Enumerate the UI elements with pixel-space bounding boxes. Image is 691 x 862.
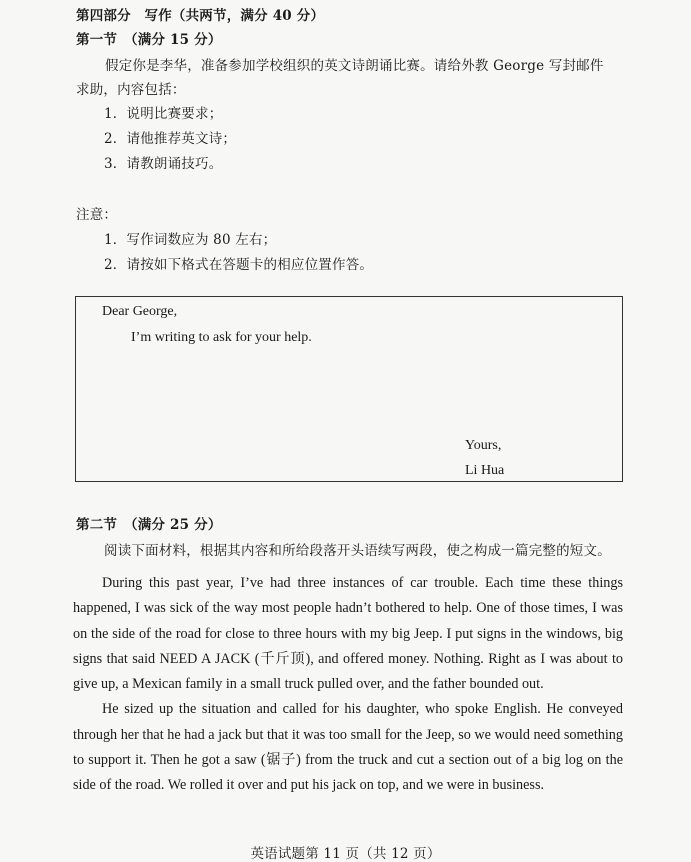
letter-signature: Li Hua xyxy=(465,463,505,478)
prompt-line-2: 求助，内容包括： xyxy=(76,82,186,98)
task-item: 3．请教朗诵技巧。 xyxy=(104,156,223,172)
note-item: 1．写作词数应为 80 左右； xyxy=(104,232,277,248)
section2-instruction: 阅读下面材料，根据其内容和所给段落开头语续写两段，使之构成一篇完整的短文。 xyxy=(104,543,611,559)
note-item: 2．请按如下格式在答题卡的相应位置作答。 xyxy=(104,257,374,273)
passage-paragraph: During this past year, I’ve had three instances of car trouble. Each time these things happened, I was sick of the way most people hadn’t bothered to help. One of those times, I was on the side of the road for close to three hours with my big Jeep. I put signs in the windows, big signs that said NEED A JACK (千斤顶), and offered money. Nothing. Right as I was about to give up, a Mexican family in a small truck pulled over, and the father bounded out. xyxy=(73,575,623,693)
section1-title: 第一节 （满分 15 分） xyxy=(76,32,222,48)
prompt-line-1: 假定你是李华，准备参加学校组织的英文诗朗诵比赛。请给外教 George 写封邮件 xyxy=(105,58,604,74)
answer-format-box xyxy=(75,296,623,482)
reading-passage xyxy=(73,571,623,799)
letter-closing: Yours, xyxy=(465,438,502,453)
letter-opening: I’m writing to ask for your help. xyxy=(131,330,312,345)
section2-title: 第二节 （满分 25 分） xyxy=(76,517,222,533)
letter-greeting: Dear George, xyxy=(102,304,178,319)
task-item: 1．说明比赛要求； xyxy=(104,106,223,122)
passage-paragraph: He sized up the situation and called for his daughter, who spoke English. He conveyed through her that he had a jack but that it was too small for the Jeep, so we would need something to support it. Then he got a saw (锯子) from the truck and cut a section out of a big log on the side of the road. We rolled it over and put his jack on top, and we were in business. xyxy=(73,701,623,794)
part-title: 第四部分 写作（共两节，满分 40 分） xyxy=(76,8,325,24)
task-item: 2．请他推荐英文诗； xyxy=(104,131,237,147)
notes-title: 注意： xyxy=(76,207,118,223)
page-footer: 英语试题第 11 页（共 12 页） xyxy=(250,846,441,862)
